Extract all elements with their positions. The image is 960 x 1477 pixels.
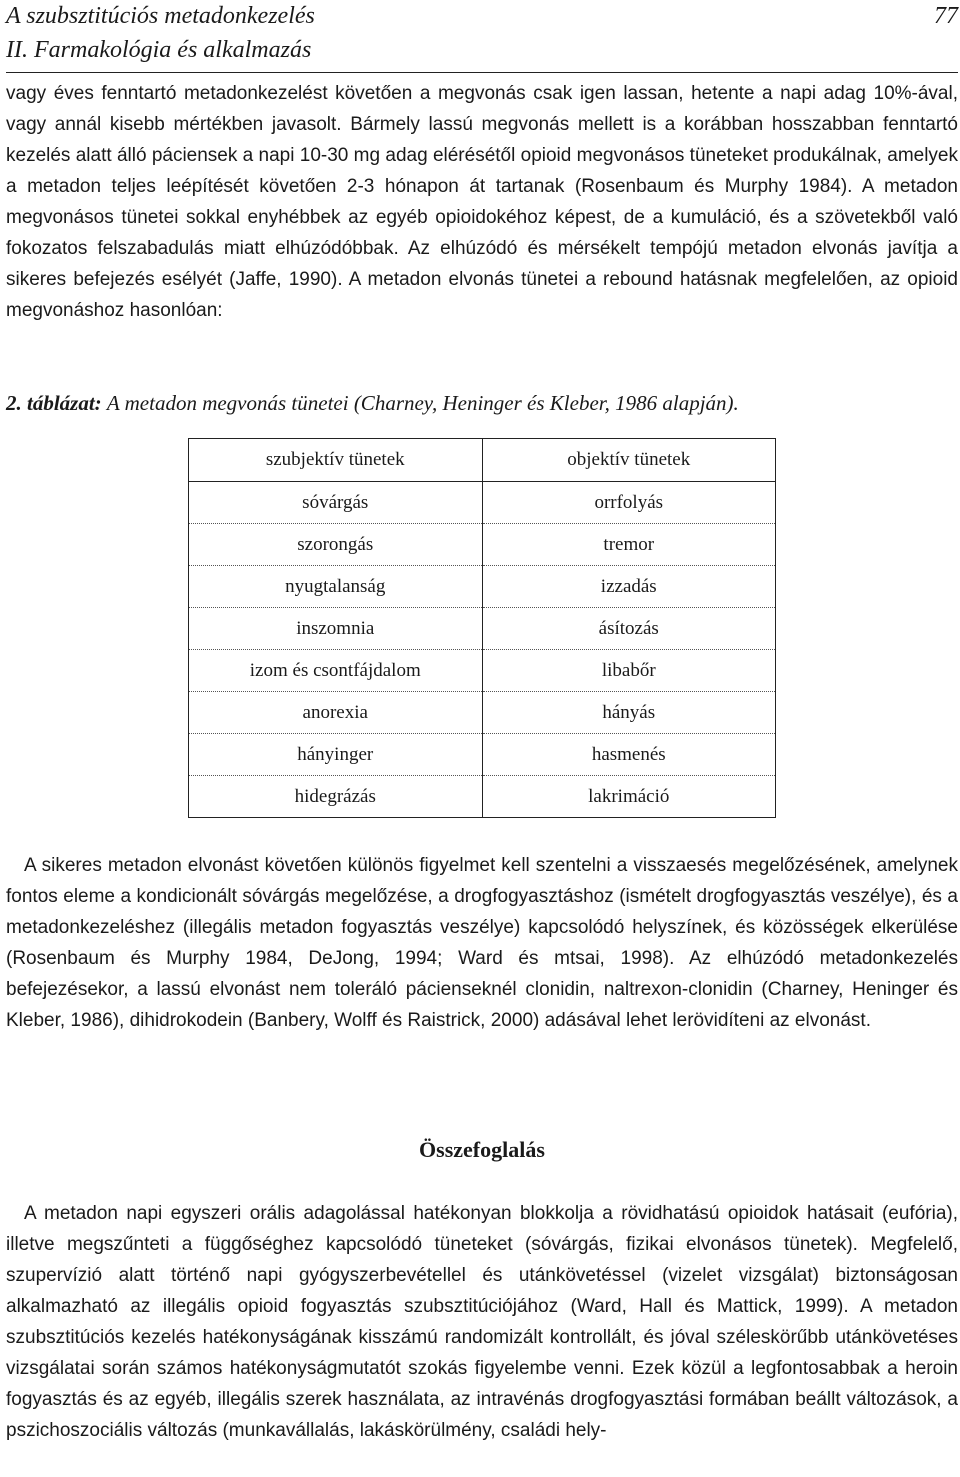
subjective-cell: hányinger (189, 734, 483, 776)
objective-cell: izzadás (482, 566, 776, 608)
objective-cell: tremor (482, 524, 776, 566)
section-heading: Összefoglalás (419, 1137, 545, 1162)
table-row (189, 650, 776, 692)
table-row (189, 608, 776, 650)
page-number: 77 (934, 3, 958, 29)
running-header (6, 0, 958, 73)
objective-cell: libabőr (482, 650, 776, 692)
table-row (189, 524, 776, 566)
objective-cell: orrfolyás (482, 482, 776, 524)
table-caption-label: 2. táblázat: (6, 391, 102, 415)
paragraph-relapse-prevention: A sikeres metadon elvonást követően különös figyelmet kell szentelni a visszaesés megelőzésének, amelynek fontos eleme a kondicionált sóvárgás megelőzése, a drogfogyasztáshoz (ismételt drogfogyasztás veszélye), és a metadonkezeléshez (illegális metadon fogyasztás veszélye) kapcsolódó helyszínek, és közösségek elkerülése (Rosenbaum és Murphy 1984, DeJong, 1994; Ward és mtsai, 1998). Az elhúzódó metadonkezelés befejezésekor, a lassú elvonást nem toleráló pácienseknél clonidin, naltrexon-clonidin (Charney, Heninger és Kleber, 1986), dihidrokodein (Banbery, Wolff és Raistrick, 2000) adásával lehet lerövidíteni az elvonást. (6, 855, 958, 1031)
table-row (189, 692, 776, 734)
table-row (189, 776, 776, 818)
subjective-cell: sóvárgás (189, 482, 483, 524)
subjective-cell: inszomnia (189, 608, 483, 650)
objective-cell: hasmenés (482, 734, 776, 776)
objective-cell: lakrimáció (482, 776, 776, 818)
table-caption (6, 387, 958, 419)
paragraph-withdrawal: vagy éves fenntartó metadonkezelést követően a megvonás csak igen lassan, hetente a napi adag 10%-ával, vagy annál kisebb mértékben javasolt. Bármely lassú megvonás mellett is a korábban hosszabban fenntartó kezelés alatt álló páciensek a napi 10-30 mg adag elérésétől opioid megvonásos tüneteket produkálnak, amelyek a metadon teljes leépítését követően 2-3 hónapon át tartanak (Rosenbaum és Murphy 1984). A metadon megvonásos tünetei sokkal enyhébbek az egyéb opioidokéhoz képest, de a kumuláció, és a szövetekből való fokozatos felszabadulás miatt elhúzódóbbak. Az elhúzódó és mérsékelt tempójú metadon elvonás javítja a sikeres befejezés esélyét (Jaffe, 1990). A metadon elvonás tünetei a rebound hatásnak megfelelően, az opioid megvonáshoz hasonlóan: (6, 83, 958, 321)
objective-cell: hányás (482, 692, 776, 734)
paragraph-summary: A metadon napi egyszeri orális adagolással hatékonyan blokkolja a rövidhatású opioidok hatásait (eufória), illetve megszűnteti a függőséghez kapcsolódó tüneteket (sóvárgás, fizikai elvonásos tünetek). Megfelelő, szupervízió alatt történő napi gyógyszerbevétellel és utánkövetéssel (vizelet vizsgálat) biztonságosan alkalmazható az illegális opioid fogyasztás szubsztitúciójához (Ward, Hall és Mattick, 1999). A metadon szubsztitúciós kezelés hatékonyságának kisszámú randomizált kontrollált, és jóval széleskörűbb utánkövetéses vizsgálatai során számos hatékonyságmutatót szokás figyelembe venni. Ezek közül a legfontosabbak a heroin fogyasztás és az egyéb, illegális szerek használata, az intravénás drogfogyasztási formában beállt változások, a pszichoszociális változás (munkavállalás, lakáskörülmény, családi hely- (6, 1203, 958, 1441)
symptoms-table (188, 438, 776, 818)
table-caption-text: A metadon megvonás tünetei (Charney, Heninger és Kleber, 1986 alapján). (106, 391, 739, 415)
chapter-title: A szubsztitúciós metadonkezelés (6, 3, 315, 29)
subjective-cell: nyugtalanság (189, 566, 483, 608)
subjective-cell: hidegrázás (189, 776, 483, 818)
subjective-cell: szorongás (189, 524, 483, 566)
subjective-cell: anorexia (189, 692, 483, 734)
header-objective: objektív tünetek (482, 439, 776, 482)
table-row (189, 566, 776, 608)
table-row (189, 734, 776, 776)
objective-cell: ásítozás (482, 608, 776, 650)
table-row (189, 482, 776, 524)
section-title: II. Farmakológia és alkalmazás (6, 37, 312, 63)
subjective-cell: izom és csontfájdalom (189, 650, 483, 692)
header-subjective: szubjektív tünetek (189, 439, 483, 482)
table-header-row (189, 439, 776, 482)
